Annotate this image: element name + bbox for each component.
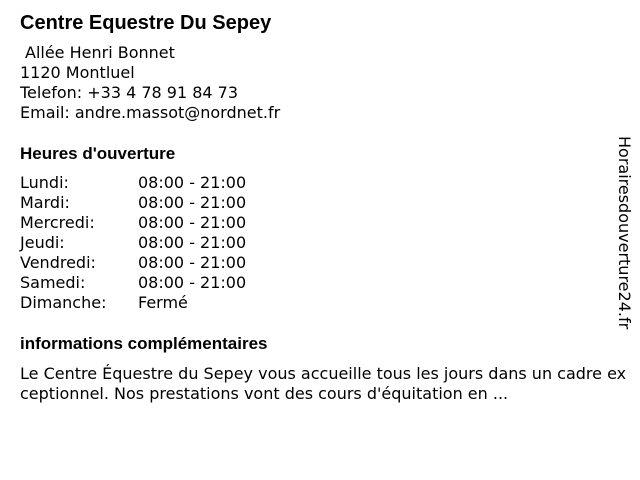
day-label: Vendredi:	[20, 253, 96, 272]
additional-info-text: Le Centre Équestre du Sepey vous accueille tous les jours dans un cadre exceptionnel. Nos prestations vont des cours d'équitation en ...	[20, 364, 627, 403]
day-label: Jeudi:	[20, 233, 65, 252]
opening-hours-heading: Heures d'ouverture	[20, 144, 176, 163]
additional-info-heading: informations complémentaires	[20, 334, 268, 353]
hours-value: 08:00 - 21:00	[138, 193, 247, 212]
hours-value: 08:00 - 21:00	[138, 273, 247, 292]
street-address: Allée Henri Bonnet	[25, 43, 175, 62]
day-label: Samedi:	[20, 273, 86, 292]
day-label: Mardi:	[20, 193, 70, 212]
day-label: Mercredi:	[20, 213, 95, 232]
day-label: Dimanche:	[20, 293, 107, 312]
address-block	[20, 43, 280, 123]
hours-value: Fermé	[138, 293, 188, 312]
business-name: Centre Equestre Du Sepey	[20, 12, 272, 34]
hours-value: 08:00 - 21:00	[138, 253, 247, 272]
day-label: Lundi:	[20, 173, 69, 192]
phone-line: Telefon: +33 4 78 91 84 73	[20, 83, 239, 102]
site-brand-watermark: Horairesdouverture24.fr	[615, 136, 634, 330]
hours-value: 08:00 - 21:00	[138, 213, 247, 232]
email-line: Email: andre.massot@nordnet.fr	[20, 103, 281, 122]
hours-value: 08:00 - 21:00	[138, 233, 247, 252]
city-line: 1120 Montluel	[20, 63, 135, 82]
hours-value: 08:00 - 21:00	[138, 173, 247, 192]
